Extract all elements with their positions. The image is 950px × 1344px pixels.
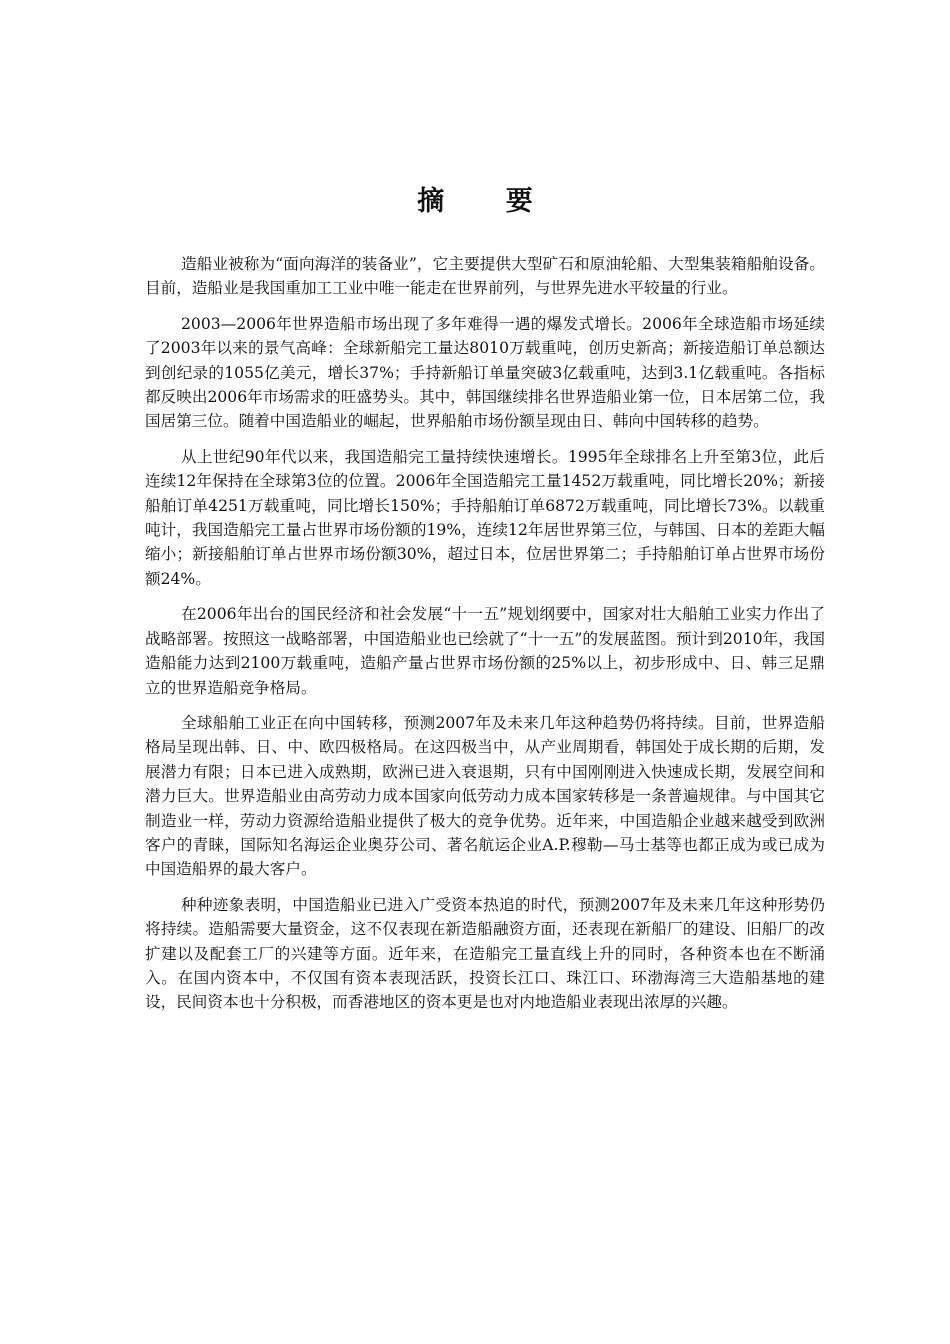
paragraph-1: 造船业被称为“面向海洋的装备业”，它主要提供大型矿石和原油轮船、大型集装箱船舶设备。目前，造船业是我国重加工工业中唯一能走在世界前列，与世界先进水平较量的行业。: [145, 255, 825, 298]
paragraph-5: 全球船舶工业正在向中国转移，预测2007年及未来几年这种趋势仍将持续。目前，世界造船格局呈现出韩、日、中、欧四极格局。在这四极当中，从产业周期看，韩国处于成长期的后期，发展潜力有限；日本已进入成熟期，欧洲已进入衰退期，只有中国刚刚进入快速成长期，发展空间和潜力巨大。世界造船业由高劳动力成本国家向低劳动力成本国家转移是一条普遍规律。与中国其它制造业一样，劳动力资源给造船业提供了极大的竞争优势。近年来，中国造船企业越来越受到欧洲客户的青睐，国际知名海运企业奥芬公司、著名航运企业A.P.穆勒—马士基等也都正成为或已成为中国造船界的最大客户。: [145, 713, 825, 879]
paragraph-4: 在2006年出台的国民经济和社会发展“十一五”规划纲要中，国家对壮大船舶工业实力作出了战略部署。按照这一战略部署，中国造船业也已绘就了“十一五”的发展蓝图。预计到2010年，我国造船能力达到2100万载重吨，造船产量占世界市场份额的25%以上，初步形成中、日、韩三足鼎立的世界造船竞争格局。: [145, 605, 825, 697]
body-text: [145, 252, 825, 1026]
page-title: 摘 要: [417, 186, 559, 217]
paragraph-3: 从上世纪90年代以来，我国造船完工量持续快速增长。1995年全球排名上升至第3位，此后连续12年保持在全球第3位的位置。2006年全国造船完工量1452万载重吨，同比增长20%；新接船舶订单4251万载重吨，同比增长150%；手持船舶订单6872万载重吨，同比增长73%。以载重吨计，我国造船完工量占世界市场份额的19%，连续12年居世界第三位，与韩国、日本的差距大幅缩小；新接船舶订单占世界市场份额30%，超过日本，位居世界第二；手持船舶订单占世界市场份额24%。: [145, 447, 825, 588]
paragraph-6: 种种迹象表明，中国造船业已进入广受资本热追的时代，预测2007年及未来几年这种形势仍将持续。造船需要大量资金，这不仅表现在新造船融资方面，还表现在新船厂的建设、旧船厂的改扩建以及配套工厂的兴建等方面。近年来，在造船完工量直线上升的同时，各种资本也在不断涌入。在国内资本中，不仅国有资本表现活跃，投资长江口、珠江口、环渤海湾三大造船基地的建设，民间资本也十分积极，而香港地区的资本更是也对内地造船业表现出浓厚的兴趣。: [145, 895, 825, 1012]
paragraph-2: 2003—2006年世界造船市场出现了多年难得一遇的爆发式增长。2006年全球造船市场延续了2003年以来的景气高峰：全球新船完工量达8010万载重吨，创历史新高；新接造船订单总额达到创纪录的1055亿美元，增长37%；手持新船订单量突破3亿载重吨，达到3.1亿载重吨。各指标都反映出2006年市场需求的旺盛势头。其中，韩国继续排名世界造船业第一位，日本居第二位，我国居第三位。随着中国造船业的崛起，世界船舶市场份额呈现由日、韩向中国转移的趋势。: [145, 314, 825, 431]
